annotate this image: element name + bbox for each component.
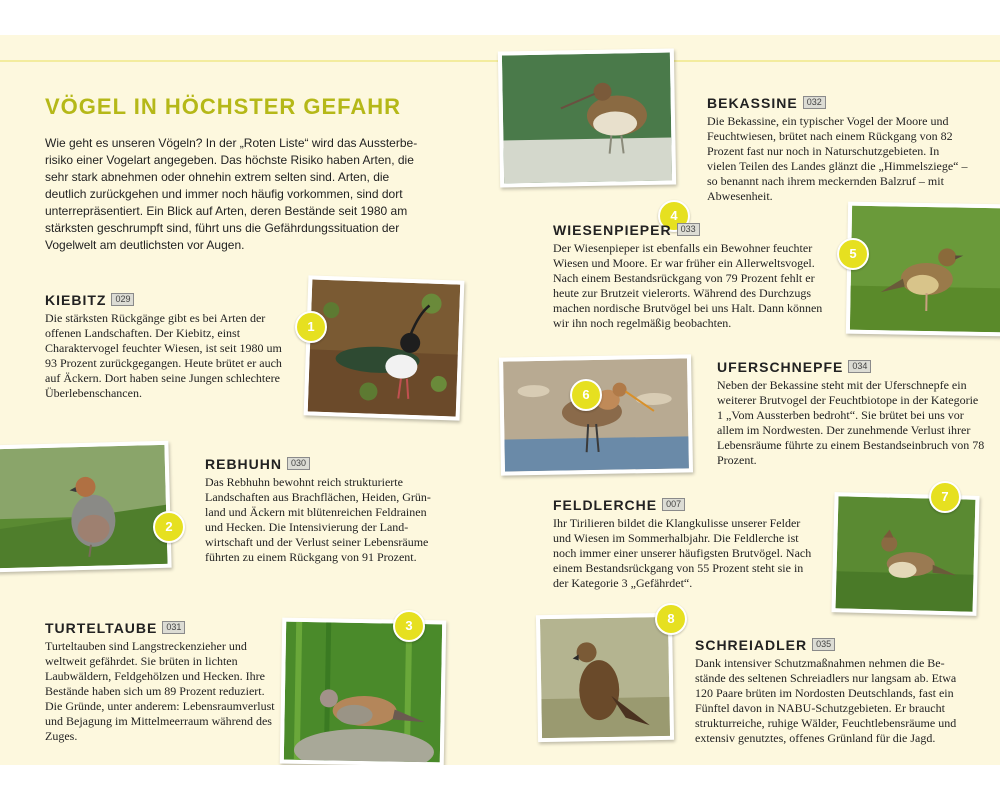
photo-uferschnepfe	[499, 354, 693, 475]
number-badge: 1	[295, 311, 327, 343]
number-badge: 8	[655, 603, 687, 635]
photo-bekassine	[498, 48, 676, 187]
bird-entry-wiesenpieper	[553, 222, 835, 331]
schreiadler-image	[540, 617, 670, 738]
turteltaube-image	[284, 622, 442, 763]
number-badge: 2	[153, 511, 185, 543]
book-spread	[0, 35, 1000, 765]
bird-code: 032	[803, 96, 826, 109]
feldlerche-image	[836, 496, 976, 612]
bird-name: TURTELTAUBE	[45, 620, 158, 636]
bird-description: Neben der Bekassine steht mit der Uferschnepfe ein weiterer Brutvogel der Feuchtbiotope in der Kategorie 1 „Vom Aussterben bedroht“. Sie brütet bei uns vor allem im Nordwesten. Der zunehmende Verlust ihrer Lebensräume führte zu einem Bestandseinbruch von 78 Prozent.	[717, 378, 985, 467]
bird-name: FELDLERCHE	[553, 497, 658, 513]
bird-code: 034	[848, 360, 871, 373]
uferschnepfe-image	[503, 358, 689, 471]
bird-entry-feldlerche	[553, 497, 815, 591]
bird-code: 030	[287, 457, 310, 470]
bird-entry-bekassine	[707, 95, 969, 204]
bird-description: Dank intensiver Schutzmaßnahmen nehmen die Bestände des seltenen Schreiadlers nur langsam ab. Etwa 120 Paare brüten im Nordosten Deutschlands, fast ein Fünftel davon in NABU-Schutzgebieten. Er braucht strukturreiche, ruhige Wälder, Feuchtlebensräume und extensiv genutztes, offenes Grünland für die Jagd.	[695, 656, 957, 745]
bird-name: UFERSCHNEPFE	[717, 359, 844, 375]
bird-description: Die stärksten Rückgänge gibt es bei Arten der offenen Landschaften. Der Kiebitz, einst Charaktervogel feuchter Wiesen, ist seit 1980 um 93 Prozent zurückgegangen. Heute brütet er auch auf Äckern. Dort haben seine Jungen schlechtere Überlebenschancen.	[45, 311, 282, 400]
number-badge: 5	[837, 238, 869, 270]
bird-name: KIEBITZ	[45, 292, 107, 308]
number-badge: 4	[658, 200, 690, 232]
rebhuhn-image	[0, 445, 168, 568]
wiesenpieper-image	[850, 206, 1000, 333]
bird-code: 007	[662, 498, 685, 511]
bird-code: 031	[162, 621, 185, 634]
photo-kiebitz	[304, 275, 465, 420]
photo-rebhuhn	[0, 441, 172, 573]
bird-entry-rebhuhn	[205, 456, 445, 565]
kiebitz-image	[308, 279, 461, 416]
photo-wiesenpieper	[846, 202, 1000, 337]
bird-entry-uferschnepfe	[717, 359, 985, 468]
photo-schreiadler	[536, 613, 674, 742]
bird-name: WIESENPIEPER	[553, 222, 672, 238]
number-badge: 7	[929, 481, 961, 513]
bird-description: Das Rebhuhn bewohnt reich strukturierte Landschaften aus Brachflächen, Heiden, Grünland und Äckern mit blütenreichen Feldrainen und Hecken. Die Intensivierung der Landwirtschaft und der Verlust seiner Lebensräume führten zu einem Rückgang von 91 Prozent.	[205, 475, 431, 564]
photo-turteltaube	[280, 618, 447, 765]
bird-code: 029	[111, 293, 134, 306]
number-badge: 3	[393, 610, 425, 642]
photo-feldlerche	[831, 492, 979, 616]
bird-entry-turteltaube	[45, 620, 275, 744]
bird-description: Ihr Tirilieren bildet die Klangkulisse unserer Felder und Wiesen im Sommerhalbjahr. Die Feldlerche ist noch immer einer unserer häufigsten Brutvögel. Nach einem Bestandsrückgang von 55 Prozent steht sie in der Kategorie 3 „Gefährdet“.	[553, 516, 812, 590]
bird-name: REBHUHN	[205, 456, 282, 472]
bird-description: Die Bekassine, ein typischer Vogel der Moore und Feuchtwiesen, brütet nach einem Rückgang von 82 Prozent fast nur noch in Naturschutzgebieten. In vielen Teilen des Landes glänzt die „Himmelsziege“ – so benannt nach ihrem meckernden Balzruf – mit Abwesenheit.	[707, 114, 968, 203]
bird-name: SCHREIADLER	[695, 637, 808, 653]
number-badge: 6	[570, 379, 602, 411]
bird-code: 033	[677, 223, 700, 236]
bird-description: Der Wiesenpieper ist ebenfalls ein Bewohner feuchter Wiesen und Moore. Er war früher ein Allerweltsvogel. Nach einem Bestandsrückgang von 79 Prozent fehlt er heute zur Brutzeit vielerorts. Während des Durchzugs machen nordische Brutvögel bei uns Halt. Dann können wir ihn noch regelmäßig beobachten.	[553, 241, 823, 330]
page-title: VÖGEL IN HÖCHSTER GEFAHR	[45, 94, 402, 119]
bird-name: BEKASSINE	[707, 95, 798, 111]
bird-entry-schreiadler	[695, 637, 970, 746]
bird-code: 035	[812, 638, 835, 651]
intro-paragraph: Wie geht es unseren Vögeln? In der „Roten Liste“ wird das Aussterberisiko einer Vogelart angegeben. Das höchste Risiko haben Arten, die sehr stark abnehmen oder ohnehin extrem selten sind. Arten, die deutlich zurückgehen und immer noch häufig vorkommen, sind dort unterrepräsentiert. Ein Blick auf Arten, deren Bestände seit 1980 am stärksten geschrumpft sind, führt uns die Gefährdungssituation der Vogelwelt am deutlichsten vor Augen.	[45, 136, 418, 252]
bird-description: Turteltauben sind Langstreckenzieher und weltweit gefährdet. Sie brüten in lichten Laubwäldern, Feldgehölzen und Hecken. Ihre Bestände haben sich um 89 Prozent reduziert. Die Gründe, unter anderem: Lebensraumverlust und Bejagung im Mittelmeerraum während des Zuges.	[45, 639, 275, 743]
bird-entry-kiebitz	[45, 292, 285, 401]
bekassine-image	[502, 53, 672, 184]
